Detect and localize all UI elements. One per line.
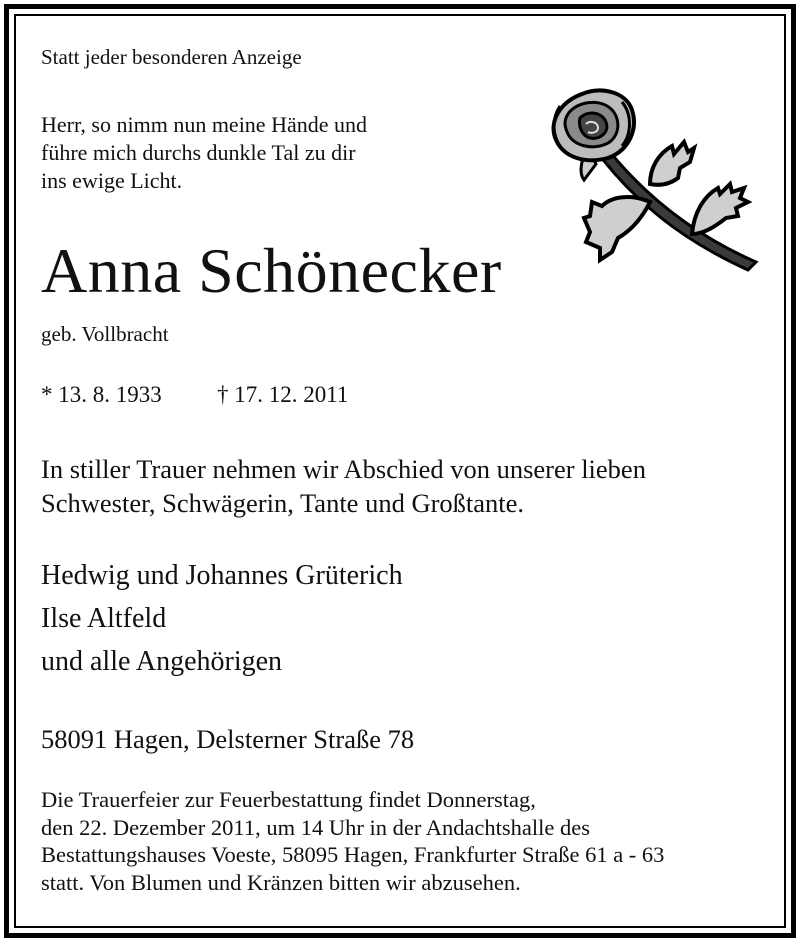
funeral-info-line: Bestattungshauses Voeste, 58095 Hagen, Frankfurter Straße 61 a - 63 [41, 842, 665, 867]
mourning-line: Schwester, Schwägerin, Tante und Großtante. [41, 488, 525, 518]
address: 58091 Hagen, Delsterner Straße 78 [41, 724, 415, 754]
funeral-info-line: Die Trauerfeier zur Feuerbestattung findet Donnerstag, [41, 787, 536, 812]
mourner-line: Hedwig und Johannes Grüterich [41, 560, 403, 591]
mourner-line: und alle Angehörigen [41, 646, 283, 677]
funeral-info-line: statt. Von Blumen und Kränzen bitten wir abzusehen. [41, 869, 521, 895]
verse-line: Herr, so nimm nun meine Hände und [41, 112, 367, 137]
death-date: † 17. 12. 2011 [217, 382, 349, 407]
maiden-name: geb. Vollbracht [41, 322, 169, 346]
funeral-info-line: den 22. Dezember 2011, um 14 Uhr in der Andachtshalle des [41, 814, 591, 840]
verse [41, 111, 367, 195]
deceased-name: Anna Schönecker [41, 235, 502, 306]
verse-line: führe mich durchs dunkle Tal zu dir [41, 140, 356, 165]
verse-line: ins ewige Licht. [41, 168, 183, 193]
mourners-list [41, 554, 403, 683]
life-dates [41, 380, 348, 410]
birth-date: * 13. 8. 1933 [41, 382, 162, 407]
funeral-info [41, 786, 664, 896]
mourning-line: In stiller Trauer nehmen wir Abschied von unserer lieben [41, 454, 646, 484]
mourning-text [41, 452, 646, 520]
header-text: Statt jeder besonderen Anzeige [41, 45, 302, 69]
mourner-line: Ilse Altfeld [41, 603, 167, 634]
rose-icon [542, 84, 778, 280]
